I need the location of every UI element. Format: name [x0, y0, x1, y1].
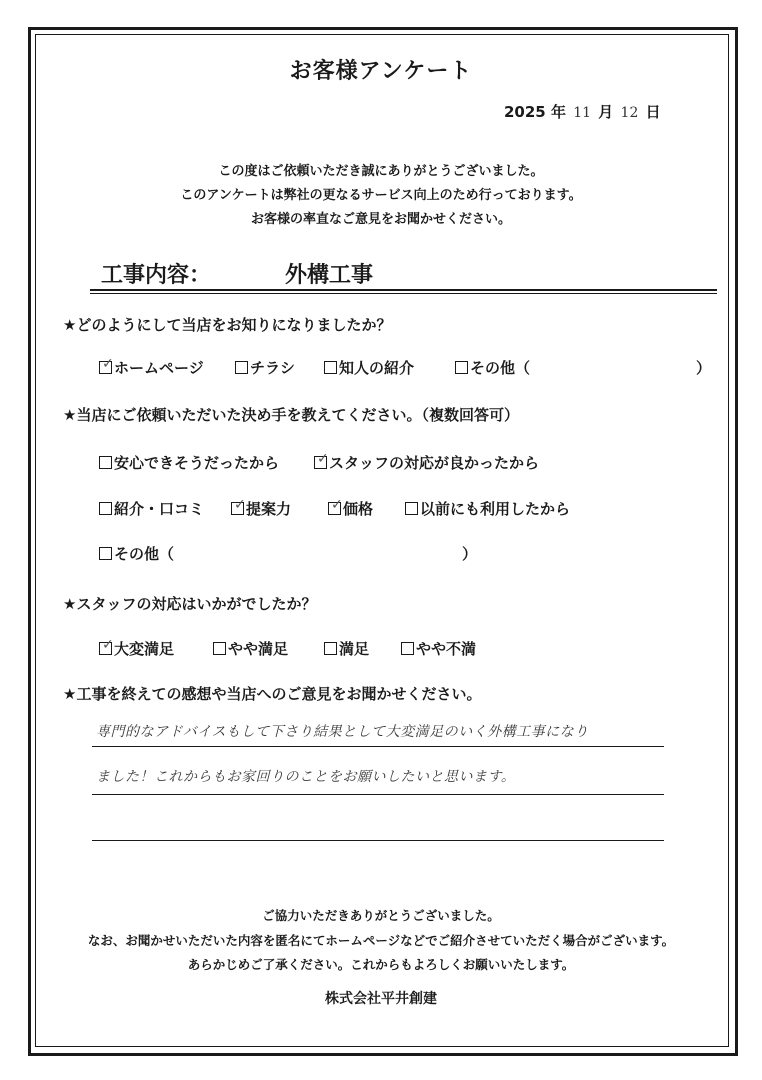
checkbox[interactable]: [235, 361, 248, 374]
option-label: やや不満: [416, 640, 477, 658]
q3-option-very-satisfied[interactable]: [99, 638, 174, 659]
answer-line-2: ました！これからもお家回りのことをお願いしたいと思います。: [96, 769, 516, 785]
checkbox[interactable]: [99, 547, 112, 560]
q1-option-referral[interactable]: [324, 357, 414, 378]
option-label: チラシ: [250, 359, 296, 377]
date-year: 2025: [504, 103, 546, 121]
checkbox[interactable]: [231, 497, 246, 515]
date-year-unit: 年: [550, 103, 566, 121]
answer-rule-3: [92, 840, 664, 841]
date-month-unit: 月: [598, 103, 614, 121]
answer-rule-2: [92, 794, 664, 795]
option-label: 価格: [343, 500, 374, 518]
checkbox[interactable]: [324, 642, 337, 655]
question-2: ★当店にご依頼いただいた決め手を教えてください。（複数回答可）: [63, 406, 519, 424]
check-mark-icon: ✓: [317, 451, 329, 467]
checkbox[interactable]: [99, 637, 114, 655]
question-4: ★工事を終えての感想や当店へのご意見をお聞かせください。: [63, 685, 482, 703]
closing-line-1: ご協力いただきありがとうございました。: [262, 908, 500, 923]
option-label: その他（: [470, 359, 531, 377]
date-day-unit: 日: [645, 103, 661, 121]
work-type-value: 外構工事: [285, 263, 374, 288]
checkbox[interactable]: [455, 361, 468, 374]
q2-option-price[interactable]: [328, 498, 373, 519]
work-type-label: 工事内容：: [101, 263, 212, 288]
answer-rule-1: [92, 746, 664, 747]
q3-option-somewhat-satisfied[interactable]: [213, 638, 288, 659]
q1-option-homepage[interactable]: [99, 357, 204, 378]
option-label: 以前にも利用したから: [420, 500, 571, 518]
check-mark-icon: ✓: [234, 497, 246, 513]
option-label: 大変満足: [114, 640, 175, 658]
checkbox[interactable]: [328, 497, 343, 515]
intro-line-1: この度はご依頼いただき誠にありがとうございました。: [218, 164, 544, 179]
option-label: やや満足: [228, 640, 289, 658]
checkbox[interactable]: [99, 456, 112, 469]
question-1: ★どのようにして当店をお知りになりましたか？: [63, 316, 392, 334]
check-mark-icon: ✓: [331, 497, 343, 513]
q2-option-proposal[interactable]: [231, 498, 291, 519]
option-label: 提案力: [246, 500, 292, 518]
q2-other-close-paren: ）: [462, 545, 478, 563]
page-title: お客様アンケート: [289, 59, 473, 84]
date-month: 11: [573, 105, 592, 121]
checkbox[interactable]: [99, 502, 112, 515]
closing-line-2: なお、お聞かせいただいた内容を匿名にてホームページなどでご紹介させていただく場合がございます。: [87, 933, 675, 948]
checkbox[interactable]: [213, 642, 226, 655]
checkbox[interactable]: [401, 642, 414, 655]
checkbox[interactable]: [99, 356, 114, 374]
q3-option-somewhat-dissatisfied[interactable]: [401, 638, 476, 659]
date-field: [504, 101, 661, 122]
q3-option-satisfied[interactable]: [324, 638, 369, 659]
work-underline: [90, 289, 717, 291]
q2-option-previous[interactable]: [405, 498, 570, 519]
option-label: 安心できそうだったから: [114, 454, 280, 472]
q2-option-reassuring[interactable]: [99, 452, 279, 473]
check-mark-icon: ✓: [102, 356, 114, 372]
question-3: ★スタッフの対応はいかがでしたか？: [63, 595, 317, 613]
option-label: その他（: [114, 545, 175, 563]
option-label: 満足: [339, 640, 370, 658]
q2-option-staff[interactable]: [314, 452, 539, 473]
q1-option-flyer[interactable]: [235, 357, 295, 378]
option-label: スタッフの対応が良かったから: [329, 454, 540, 472]
check-mark-icon: ✓: [102, 637, 114, 653]
checkbox[interactable]: [314, 451, 329, 469]
q2-option-word-of-mouth[interactable]: [99, 498, 204, 519]
q1-option-other[interactable]: [455, 357, 530, 378]
answer-line-1: 専門的なアドバイスもして下さり結果として大変満足のいく外構工事になり: [96, 724, 589, 740]
intro-line-2: このアンケートは弊社の更なるサービス向上のため行っております。: [180, 188, 582, 203]
intro-line-3: お客様の率直なご意見をお聞かせください。: [250, 212, 511, 227]
checkbox[interactable]: [324, 361, 337, 374]
work-underline-thin: [90, 293, 717, 294]
checkbox[interactable]: [405, 502, 418, 515]
option-label: 紹介・口コミ: [114, 500, 205, 518]
q1-other-close-paren: ）: [696, 359, 712, 377]
date-day: 12: [620, 105, 639, 121]
q2-option-other[interactable]: [99, 543, 174, 564]
option-label: ホームページ: [114, 359, 204, 377]
option-label: 知人の紹介: [339, 359, 415, 377]
closing-line-3: あらかじめご了承ください。これからもよろしくお願いいたします。: [187, 957, 575, 972]
company-name: 株式会社平井創建: [325, 991, 437, 1007]
